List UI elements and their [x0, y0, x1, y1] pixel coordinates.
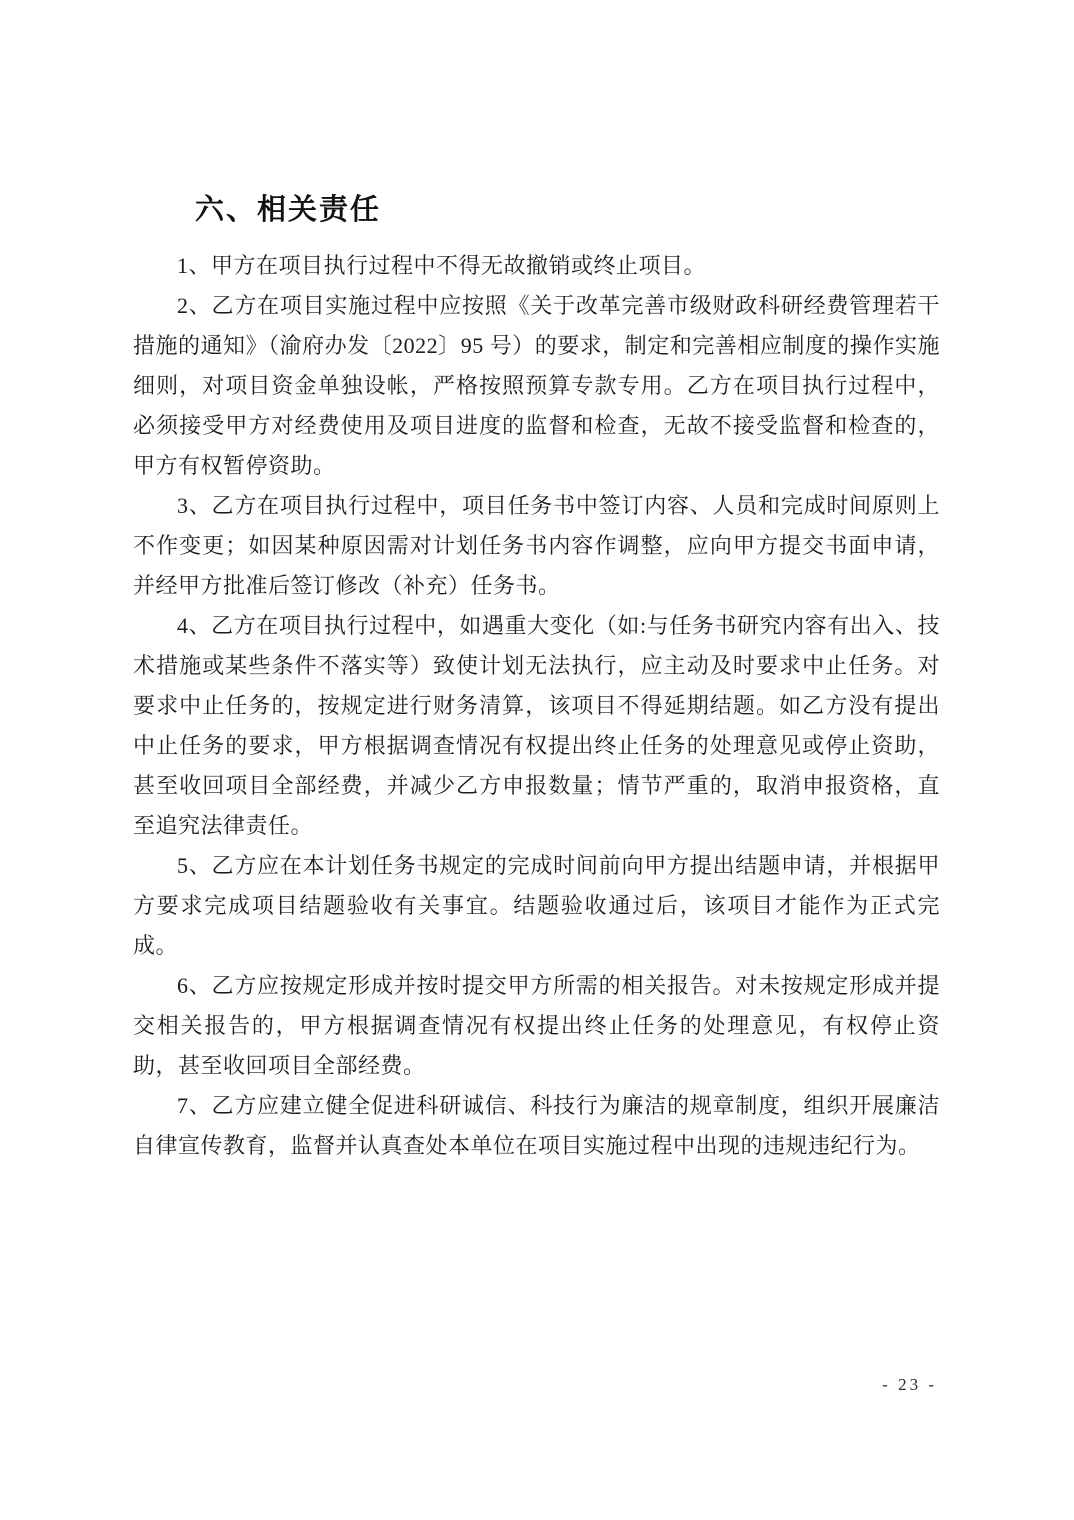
document-body	[133, 190, 940, 1166]
clause-3: 3、乙方在项目执行过程中，项目任务书中签订内容、人员和完成时间原则上不作变更；如因某种原因需对计划任务书内容作调整，应向甲方提交书面申请，并经甲方批准后签订修改（补充）任务书。	[133, 493, 940, 598]
clause-4: 4、乙方在项目执行过程中，如遇重大变化（如:与任务书研究内容有出入、技术措施或某些条件不落实等）致使计划无法执行，应主动及时要求中止任务。对要求中止任务的，按规定进行财务清算，该项目不得延期结题。如乙方没有提出中止任务的要求，甲方根据调查情况有权提出终止任务的处理意见或停止资助，甚至收回项目全部经费，并减少乙方申报数量；情节严重的，取消申报资格，直至追究法律责任。	[133, 613, 940, 838]
clause-6: 6、乙方应按规定形成并按时提交甲方所需的相关报告。对未按规定形成并提交相关报告的，甲方根据调查情况有权提出终止任务的处理意见，有权停止资助，甚至收回项目全部经费。	[133, 973, 940, 1078]
clause-1: 1、甲方在项目执行过程中不得无故撤销或终止项目。	[177, 253, 707, 278]
clause-5: 5、乙方应在本计划任务书规定的完成时间前向甲方提出结题申请，并根据甲方要求完成项目结题验收有关事宜。结题验收通过后，该项目才能作为正式完成。	[133, 853, 940, 958]
clause-2: 2、乙方在项目实施过程中应按照《关于改革完善市级财政科研经费管理若干措施的通知》（渝府办发〔2022〕95 号）的要求，制定和完善相应制度的操作实施细则，对项目资金单独设帐，严格按照预算专款专用。乙方在项目执行过程中，必须接受甲方对经费使用及项目进度的监督和检查，无故不接受监督和检查的，甲方有权暂停资助。	[133, 293, 940, 478]
clause-7: 7、乙方应建立健全促进科研诚信、科技行为廉洁的规章制度，组织开展廉洁自律宣传教育，监督并认真查处本单位在项目实施过程中出现的违规违纪行为。	[133, 1093, 940, 1158]
page-number: - 23 -	[882, 1375, 937, 1394]
section-heading: 六、相关责任	[195, 194, 382, 226]
